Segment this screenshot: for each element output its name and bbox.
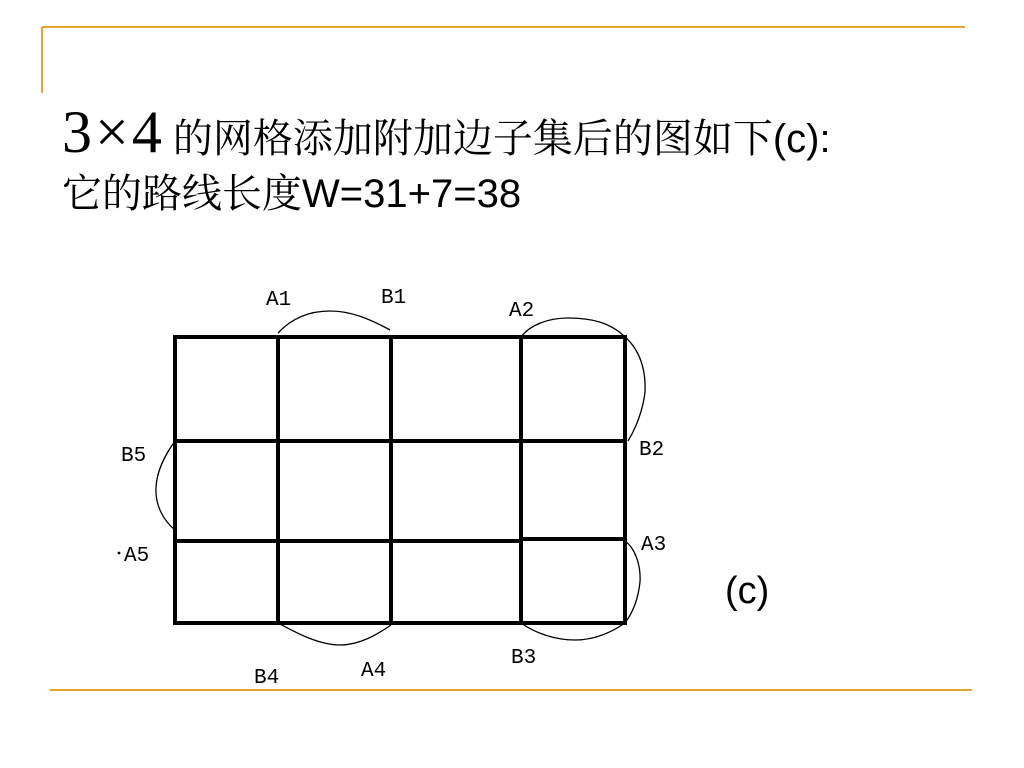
label-a5-dot	[118, 552, 121, 555]
figure-caption: (c)	[725, 570, 770, 612]
edge-a2	[521, 318, 625, 337]
title-lead: 3×4	[62, 99, 165, 165]
grid-diagram	[118, 287, 667, 690]
label-b1: B1	[381, 287, 407, 310]
edge-b4-a4	[278, 623, 391, 645]
label-a1: A1	[266, 289, 292, 312]
label-a3: A3	[641, 534, 667, 557]
label-a4: A4	[361, 660, 387, 683]
edge-b5-a5	[156, 441, 175, 530]
route-length-text: 它的路线长度W=31+7=38	[62, 172, 522, 216]
slide-title	[62, 99, 831, 165]
route-length-line	[62, 172, 521, 216]
label-a2: A2	[509, 300, 535, 323]
edge-b2	[625, 337, 645, 441]
label-b2: B2	[639, 439, 665, 462]
label-b3: B3	[511, 647, 537, 670]
label-b5: B5	[121, 445, 147, 468]
edge-b3	[521, 623, 625, 640]
label-a5: A5	[124, 545, 150, 568]
title-text: 的网格添加附加边子集后的图如下(c):	[172, 117, 831, 161]
label-b4: B4	[254, 667, 280, 690]
edge-a3	[625, 541, 640, 623]
edge-a1-b1	[278, 311, 390, 333]
